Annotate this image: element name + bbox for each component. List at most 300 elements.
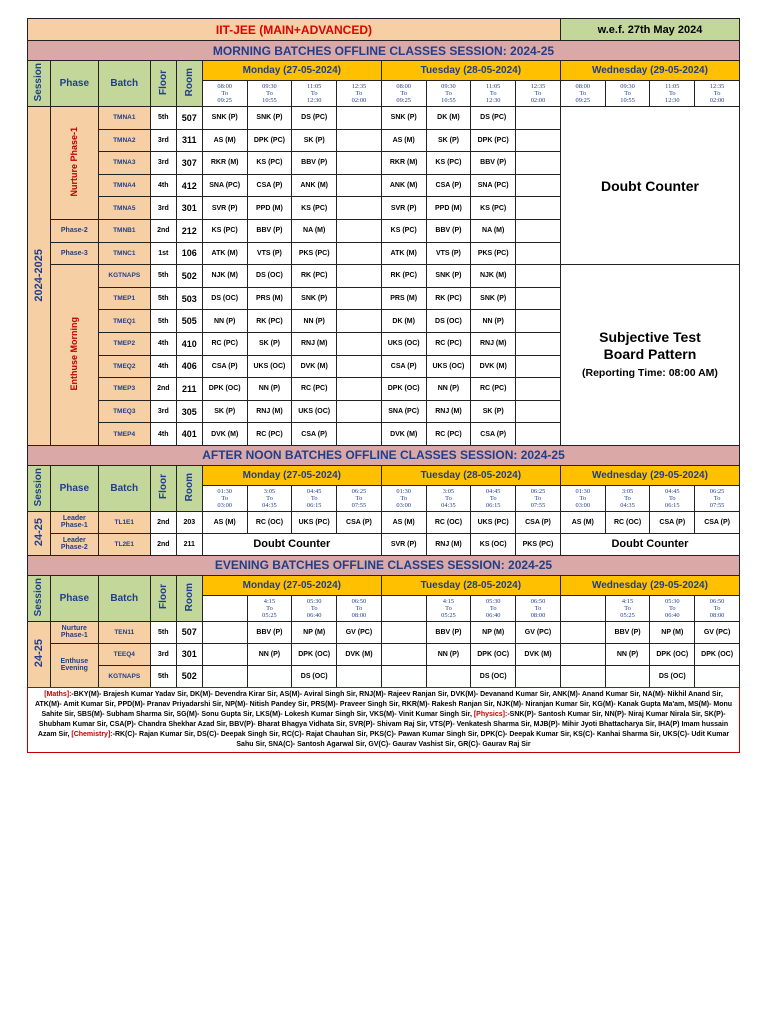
class-slot: DPK (PC) (247, 129, 292, 152)
col-floor (150, 465, 176, 511)
col-phase: Phase (50, 465, 98, 511)
session-year-label: 24-25 (32, 639, 45, 668)
class-slot: CSA (P) (202, 355, 247, 378)
class-slot: CSA (P) (650, 511, 695, 533)
legend-chem: -RK(C)- Rajan Kumar Sir, DS(C)- Deepak Singh Sir, RC(C)- Rajat Chauhan Sir, PKS(C)- Pawan Kumar Singh Sir, DPK(C)- Deepak Kumar Sir, KS(C)- Kanhai Sharma Sir, UKS(C)- Udit Kumar Sahu Sir, SNA(C)- Santosh Agarwal Sir, GV(C)- Gaurav Vashist Sir, GR(C)- Gaurav Raj Sir (112, 730, 730, 748)
session-year (28, 621, 51, 687)
class-slot: NJK (M) (202, 265, 247, 288)
class-slot: SNA (PC) (381, 400, 426, 423)
class-slot: DK (M) (381, 310, 426, 333)
phase: Leader Phase-1 (50, 511, 98, 533)
col-room-label: Room (183, 582, 195, 612)
time-slot-text: 12:35 To 02:00 (709, 83, 725, 104)
timetable (27, 18, 740, 688)
batch-code: KGTNAPS (98, 665, 150, 687)
floor: 5th (150, 107, 176, 130)
class-slot: NP (M) (650, 621, 695, 643)
room: 412 (176, 174, 202, 197)
class-slot: SVR (P) (381, 197, 426, 220)
legend-chem-head: [Chemistry]: (71, 730, 113, 738)
class-slot: NN (P) (247, 643, 292, 665)
class-slot (202, 621, 247, 643)
day-header: Tuesday (28-05-2024) (381, 61, 560, 81)
col-session (28, 575, 51, 621)
class-slot: RNJ (M) (426, 400, 471, 423)
class-slot (337, 665, 382, 687)
class-slot: UKS (OC) (381, 332, 426, 355)
subjective-test-line2: Board Pattern (603, 345, 697, 362)
time-slot (605, 485, 650, 511)
floor: 5th (150, 287, 176, 310)
class-slot: KS (PC) (247, 152, 292, 175)
class-slot: DVK (M) (516, 643, 561, 665)
time-slot-text: 12:35 To 02:00 (351, 83, 367, 104)
class-slot (337, 287, 382, 310)
time-slot-text: 04:45 To 06:15 (665, 487, 680, 509)
batch-code: TMEQ1 (98, 310, 150, 333)
legend-maths: -BKY(M)- Brajesh Kumar Yadav Sir, DK(M)- Devendra Kirar Sir, AS(M)- Aviral Singh Sir, RNJ(M)- Rajeev Ranjan Sir, DVK(M)- Devanand Kumar Sir, ANK(M)- Anand Kumar Sir, NA(M)- Nikhil Anand Sir, ATK(M)- Amit Kumar Sir, PPD(M)- Pranav Priyadarshi Sir, NP(M)- Nitish Pandey Sir, PRS(M)- Praveer Singh Sir, RKR(M)- Rakesh Ranjan Sir, NJK(M)- Niranjan Kumar Sir, KG(M)- Kanak Gupta Ma'am, MS(M)- Monu Sahite Sir, SBS(M)- Subham Sharma Sir, SG(M)- Sonu Gupta Sir, LKS(M)- Lokesh Kumar Singh Sir, VKS(M)- Vinit Kumar Singh Sir, (34, 690, 733, 718)
day-header: Wednesday (29-05-2024) (560, 61, 739, 81)
col-room-label: Room (183, 67, 195, 97)
class-slot: NA (M) (292, 219, 337, 242)
class-slot (516, 265, 561, 288)
col-batch: Batch (98, 465, 150, 511)
class-slot (516, 129, 561, 152)
session-year-label: 2024-2025 (32, 248, 45, 302)
class-slot (337, 107, 382, 130)
class-slot: SNK (P) (426, 265, 471, 288)
phase (50, 107, 98, 220)
class-slot: VTS (P) (247, 242, 292, 265)
class-slot: BBV (P) (605, 621, 650, 643)
class-slot: KS (PC) (471, 197, 516, 220)
class-slot: SK (P) (202, 400, 247, 423)
class-slot: RC (PC) (426, 332, 471, 355)
batch-code: TMNA2 (98, 129, 150, 152)
class-slot: NN (P) (471, 310, 516, 333)
class-slot: NP (M) (292, 621, 337, 643)
time-slot-text: 4:15 To 05:25 (620, 597, 635, 619)
class-slot (560, 621, 605, 643)
floor: 1st (150, 242, 176, 265)
legend-physics: -SNK(P)- Santosh Kumar Sir, NN(P)- Niraj Kumar Nirala Sir, SK(P)- Shubham Kumar Sir, CSA(P)- Chandra Shekhar Azad Sir, BBV(P)- Bharat Bhagya Vidhata Sir, SVR(P)- Shivam Raj Sir, VTS(P)- Venkatesh Sharma Sir, MJB(P)- Mihir Jyoti Bhattacharya Sir, IHA(P) Imam hussain Azam Sir, (37, 710, 729, 738)
col-session-label: Session (33, 577, 45, 617)
class-slot: PKS (PC) (516, 533, 561, 555)
class-slot: RNJ (M) (247, 400, 292, 423)
time-slot (381, 485, 426, 511)
class-slot: RKR (M) (202, 152, 247, 175)
class-slot (516, 219, 561, 242)
floor: 2nd (150, 533, 176, 555)
time-slot (292, 595, 337, 621)
class-slot: AS (M) (381, 129, 426, 152)
class-slot: DS (OC) (202, 287, 247, 310)
floor: 5th (150, 665, 176, 687)
class-slot: UKS (OC) (426, 355, 471, 378)
class-slot: DPK (OC) (202, 378, 247, 401)
time-slot (292, 485, 337, 511)
room: 507 (176, 107, 202, 130)
class-slot: KS (OC) (471, 533, 516, 555)
effective-date: w.e.f. 27th May 2024 (560, 19, 739, 41)
floor: 3rd (150, 152, 176, 175)
class-slot: PPD (M) (247, 197, 292, 220)
class-slot (337, 400, 382, 423)
time-slot (605, 81, 650, 107)
day-header: Wednesday (29-05-2024) (560, 465, 739, 485)
class-slot: SK (P) (292, 129, 337, 152)
class-slot: DS (OC) (650, 665, 695, 687)
batch-code: TMNA1 (98, 107, 150, 130)
class-slot: NN (P) (292, 310, 337, 333)
class-slot: AS (M) (202, 511, 247, 533)
class-slot: UKS (OC) (247, 355, 292, 378)
class-slot: RK (PC) (247, 310, 292, 333)
time-slot (292, 81, 337, 107)
class-slot (516, 174, 561, 197)
class-slot: GV (PC) (337, 621, 382, 643)
room: 503 (176, 287, 202, 310)
floor: 2nd (150, 219, 176, 242)
col-floor-label: Floor (157, 584, 169, 610)
col-floor-label: Floor (157, 474, 169, 500)
class-slot: RC (OC) (605, 511, 650, 533)
time-slot-text: 01:30 To 03:00 (575, 487, 591, 509)
col-session (28, 61, 51, 107)
class-slot: AS (M) (560, 511, 605, 533)
phase-label: Enthuse Morning (69, 317, 80, 391)
floor: 5th (150, 310, 176, 333)
timetable-sheet (27, 18, 740, 753)
afternoon-session-title: AFTER NOON BATCHES OFFLINE CLASSES SESSION: 2024-25 (28, 445, 740, 465)
time-slot-text: 4:15 To 05:25 (441, 597, 456, 619)
col-room (176, 465, 202, 511)
class-slot (516, 423, 561, 446)
class-slot: RK (PC) (381, 265, 426, 288)
class-slot: KS (PC) (292, 197, 337, 220)
class-slot: ATK (M) (381, 242, 426, 265)
batch-code: TEEQ4 (98, 643, 150, 665)
time-slot-text: 01:30 To 03:00 (217, 487, 232, 509)
class-slot: VTS (P) (426, 242, 471, 265)
floor: 3rd (150, 129, 176, 152)
batch-code: TEN11 (98, 621, 150, 643)
class-slot: SNA (PC) (202, 174, 247, 197)
col-session-label: Session (33, 62, 45, 102)
room: 507 (176, 621, 202, 643)
time-slot (560, 595, 605, 621)
time-slot (516, 485, 561, 511)
class-slot (516, 665, 561, 687)
class-slot: SNK (P) (247, 107, 292, 130)
class-slot: DVK (M) (292, 355, 337, 378)
floor: 2nd (150, 378, 176, 401)
class-slot (560, 643, 605, 665)
time-slot-text: 3:05 To 04:35 (262, 487, 277, 509)
col-phase: Phase (50, 575, 98, 621)
time-slot (381, 595, 426, 621)
room: 502 (176, 265, 202, 288)
class-slot (516, 242, 561, 265)
class-slot (337, 332, 382, 355)
class-slot: BBV (P) (247, 219, 292, 242)
batch-code: TMEP4 (98, 423, 150, 446)
time-slot (471, 81, 516, 107)
class-slot: PRS (M) (381, 287, 426, 310)
class-slot: GV (PC) (695, 621, 740, 643)
class-slot (516, 378, 561, 401)
time-slot (202, 485, 247, 511)
time-slot-text: 06:25 To 07:55 (530, 487, 546, 509)
class-slot: NN (P) (605, 643, 650, 665)
class-slot: SVR (P) (381, 533, 426, 555)
class-slot: RNJ (M) (471, 332, 516, 355)
time-slot-text: 12:35 To 02:00 (530, 83, 546, 104)
time-slot (337, 81, 382, 107)
class-slot: BBV (P) (471, 152, 516, 175)
class-slot (247, 665, 292, 687)
class-slot: RC (PC) (292, 378, 337, 401)
class-slot: PPD (M) (426, 197, 471, 220)
floor: 3rd (150, 643, 176, 665)
class-slot: NJK (M) (471, 265, 516, 288)
room: 502 (176, 665, 202, 687)
class-slot: RK (PC) (292, 265, 337, 288)
floor: 5th (150, 265, 176, 288)
class-slot: SK (P) (471, 400, 516, 423)
col-room (176, 575, 202, 621)
time-slot (247, 595, 292, 621)
batch-code: TMNA5 (98, 197, 150, 220)
room: 301 (176, 643, 202, 665)
col-batch: Batch (98, 61, 150, 107)
class-slot (516, 287, 561, 310)
class-slot: DS (OC) (426, 310, 471, 333)
class-slot: AS (M) (202, 129, 247, 152)
col-phase: Phase (50, 61, 98, 107)
class-slot: SK (P) (426, 129, 471, 152)
class-slot: SK (P) (247, 332, 292, 355)
class-slot: ATK (M) (202, 242, 247, 265)
phase: Phase-2 (50, 219, 98, 242)
class-slot (337, 219, 382, 242)
room: 401 (176, 423, 202, 446)
class-slot: RNJ (M) (292, 332, 337, 355)
time-slot-text: 06:25 To 07:55 (351, 487, 367, 509)
day-header: Tuesday (28-05-2024) (381, 465, 560, 485)
room: 305 (176, 400, 202, 423)
class-slot (337, 355, 382, 378)
class-slot: DS (OC) (292, 665, 337, 687)
time-slot-text: 08:00 To 09:25 (396, 83, 411, 104)
class-slot: SNK (P) (381, 107, 426, 130)
time-slot-text: 06:50 To 08:00 (351, 597, 367, 619)
evening-session-title: EVENING BATCHES OFFLINE CLASSES SESSION: 2024-25 (28, 555, 740, 575)
phase (50, 265, 98, 446)
time-slot (560, 81, 605, 107)
class-slot: DS (PC) (471, 107, 516, 130)
class-slot (516, 332, 561, 355)
class-slot: CSA (P) (695, 511, 740, 533)
class-slot: KS (PC) (426, 152, 471, 175)
time-slot (695, 485, 740, 511)
batch-code: KGTNAPS (98, 265, 150, 288)
doubt-counter: Doubt Counter (560, 533, 739, 555)
class-slot: RC (PC) (426, 423, 471, 446)
class-slot (516, 310, 561, 333)
time-slot (516, 595, 561, 621)
class-slot: RKR (M) (381, 152, 426, 175)
day-header: Monday (27-05-2024) (202, 465, 381, 485)
floor: 3rd (150, 400, 176, 423)
class-slot (516, 107, 561, 130)
time-slot-text: 04:45 To 06:15 (306, 487, 322, 509)
time-slot (337, 485, 382, 511)
time-slot (426, 595, 471, 621)
time-slot (516, 81, 561, 107)
col-session-label: Session (33, 467, 45, 507)
class-slot: ANK (M) (292, 174, 337, 197)
room: 505 (176, 310, 202, 333)
page-title: IIT-JEE (MAIN+ADVANCED) (28, 19, 561, 41)
class-slot: DPK (OC) (471, 643, 516, 665)
room: 410 (176, 332, 202, 355)
class-slot: BBV (P) (426, 219, 471, 242)
batch-code: TMEP1 (98, 287, 150, 310)
col-floor (150, 61, 176, 107)
subjective-test (560, 265, 739, 446)
doubt-counter: Doubt Counter (560, 107, 739, 265)
class-slot (695, 665, 740, 687)
class-slot (381, 665, 426, 687)
doubt-counter: Doubt Counter (202, 533, 381, 555)
class-slot: NN (P) (247, 378, 292, 401)
class-slot: SNA (PC) (471, 174, 516, 197)
session-year-label: 24-25 (32, 518, 45, 547)
class-slot: RC (OC) (247, 511, 292, 533)
room: 211 (176, 533, 202, 555)
day-header: Monday (27-05-2024) (202, 575, 381, 595)
time-slot-text: 09:30 To 10:55 (441, 83, 456, 104)
room: 211 (176, 378, 202, 401)
class-slot: SVR (P) (202, 197, 247, 220)
batch-code: TMEQ2 (98, 355, 150, 378)
time-slot (650, 81, 695, 107)
class-slot: RNJ (M) (426, 533, 471, 555)
class-slot (202, 643, 247, 665)
class-slot (337, 152, 382, 175)
room: 106 (176, 242, 202, 265)
class-slot: RC (PC) (202, 332, 247, 355)
time-slot (202, 81, 247, 107)
col-room-label: Room (183, 472, 195, 502)
time-slot-text: 11:05 To 12:30 (306, 83, 322, 104)
class-slot: NA (M) (471, 219, 516, 242)
col-floor (150, 575, 176, 621)
class-slot: NN (P) (202, 310, 247, 333)
time-slot (426, 485, 471, 511)
time-slot (605, 595, 650, 621)
time-slot (560, 485, 605, 511)
col-session (28, 465, 51, 511)
batch-code: TMNB1 (98, 219, 150, 242)
class-slot: CSA (P) (337, 511, 382, 533)
batch-code: TL2E1 (98, 533, 150, 555)
class-slot: DPK (PC) (471, 129, 516, 152)
time-slot-text: 09:30 To 10:55 (262, 83, 277, 104)
time-slot-text: 06:50 To 08:00 (530, 597, 546, 619)
class-slot: UKS (OC) (292, 400, 337, 423)
batch-code: TMNA4 (98, 174, 150, 197)
time-slot (426, 81, 471, 107)
time-slot-text: 3:05 To 04:35 (441, 487, 456, 509)
batch-code: TMEQ3 (98, 400, 150, 423)
room: 307 (176, 152, 202, 175)
legend-physics-head: [Physics]: (473, 710, 508, 718)
class-slot: DVK (M) (471, 355, 516, 378)
floor: 4th (150, 174, 176, 197)
class-slot: DPK (OC) (650, 643, 695, 665)
time-slot (695, 81, 740, 107)
phase-label: Nurture Phase-1 (69, 127, 80, 197)
class-slot: RK (PC) (426, 287, 471, 310)
class-slot: DS (OC) (471, 665, 516, 687)
class-slot: RC (OC) (426, 511, 471, 533)
batch-code: TMNA3 (98, 152, 150, 175)
class-slot: PKS (PC) (292, 242, 337, 265)
floor: 5th (150, 621, 176, 643)
class-slot: RC (PC) (247, 423, 292, 446)
time-slot (650, 485, 695, 511)
class-slot: NP (M) (471, 621, 516, 643)
time-slot-text: 06:50 To 08:00 (709, 597, 725, 619)
class-slot: DVK (M) (337, 643, 382, 665)
class-slot (337, 378, 382, 401)
time-slot-text: 08:00 To 09:25 (217, 83, 232, 104)
class-slot: CSA (P) (471, 423, 516, 446)
faculty-legend (27, 687, 740, 753)
class-slot: CSA (P) (247, 174, 292, 197)
batch-code: TMEP2 (98, 332, 150, 355)
class-slot (337, 242, 382, 265)
class-slot: DVK (M) (202, 423, 247, 446)
class-slot: AS (M) (381, 511, 426, 533)
time-slot-text: 11:05 To 12:30 (485, 83, 501, 104)
time-slot-text: 04:45 To 06:15 (485, 487, 501, 509)
time-slot-text: 05:30 To 06:40 (665, 597, 680, 619)
floor: 2nd (150, 511, 176, 533)
time-slot (695, 595, 740, 621)
class-slot (516, 197, 561, 220)
time-slot-text: 4:15 To 05:25 (262, 597, 277, 619)
session-year (28, 511, 51, 555)
class-slot: BBV (P) (247, 621, 292, 643)
session-year (28, 107, 51, 446)
class-slot (337, 174, 382, 197)
time-slot-text: 05:30 To 06:40 (306, 597, 322, 619)
class-slot (337, 129, 382, 152)
phase: Leader Phase-2 (50, 533, 98, 555)
class-slot: SNK (P) (292, 287, 337, 310)
morning-session-title: MORNING BATCHES OFFLINE CLASSES SESSION: 2024-25 (28, 41, 740, 61)
subjective-test-line1: Subjective Test (599, 328, 701, 345)
class-slot (516, 400, 561, 423)
time-slot (202, 595, 247, 621)
room: 301 (176, 197, 202, 220)
class-slot (605, 665, 650, 687)
class-slot: DPK (OC) (292, 643, 337, 665)
time-slot (471, 485, 516, 511)
